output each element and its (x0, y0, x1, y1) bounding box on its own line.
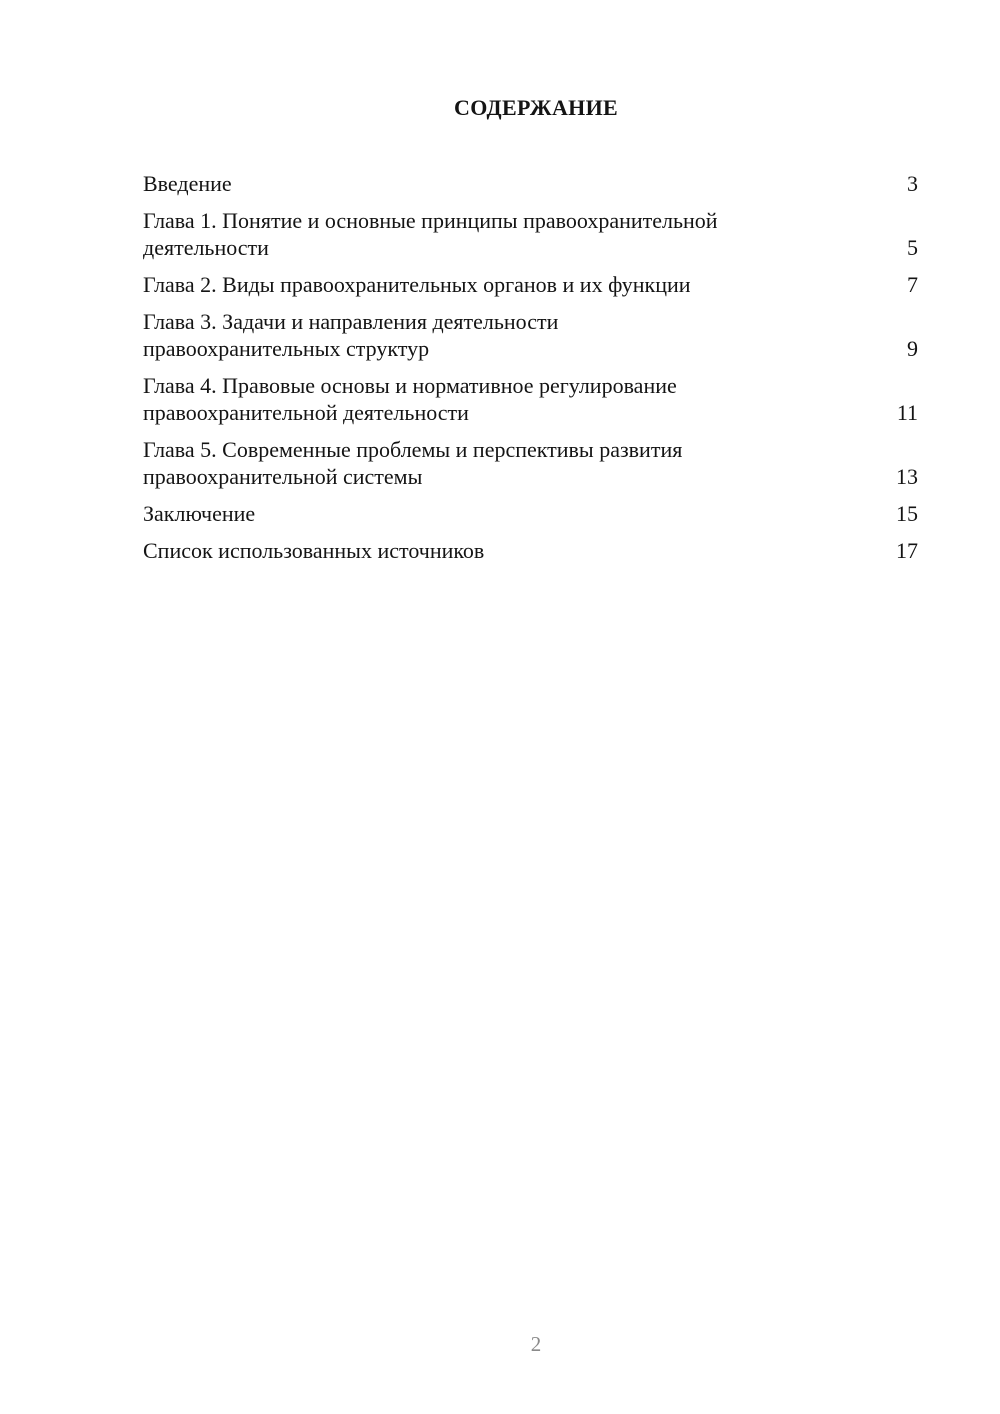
toc-entry-references (143, 537, 918, 564)
toc-entry-title (143, 308, 907, 362)
toc-entry-title (143, 372, 897, 426)
toc-entry-page: 3 (907, 171, 918, 196)
toc-entry-page: 5 (907, 235, 918, 260)
toc-entry-title (143, 271, 907, 298)
table-of-contents (143, 170, 918, 574)
toc-entry-title (143, 436, 896, 490)
toc-entry-chapter-1 (143, 207, 918, 261)
toc-entry-page: 13 (896, 464, 918, 489)
toc-entry-introduction (143, 170, 918, 197)
toc-entry-line: Глава 5. Современные проблемы и перспективы развития (143, 437, 683, 462)
toc-entry-line: правоохранительной деятельности (143, 400, 469, 425)
toc-entry-conclusion (143, 500, 918, 527)
toc-entry-chapter-5 (143, 436, 918, 490)
toc-entry-page: 11 (896, 400, 918, 425)
toc-entry-line: Глава 2. Виды правоохранительных органов и их функции (143, 272, 691, 297)
toc-entry-line: Список использованных источников (143, 538, 485, 563)
page-title: СОДЕРЖАНИЕ (454, 95, 618, 120)
toc-entry-page: 15 (896, 501, 918, 526)
toc-entry-line: правоохранительных структур (143, 336, 430, 361)
toc-entry-chapter-4 (143, 372, 918, 426)
page-number: 2 (530, 1332, 542, 1356)
toc-entry-title (143, 207, 907, 261)
toc-entry-title (143, 170, 907, 197)
toc-entry-line: правоохранительной системы (143, 464, 423, 489)
toc-entry-chapter-3 (143, 308, 918, 362)
toc-entry-page: 7 (907, 272, 918, 297)
toc-entry-line: Глава 3. Задачи и направления деятельности (143, 309, 559, 334)
toc-entry-line: Глава 1. Понятие и основные принципы правоохранительной (143, 208, 718, 233)
toc-entry-line: Глава 4. Правовые основы и нормативное регулирование (143, 373, 677, 398)
toc-entry-line: Введение (143, 171, 232, 196)
toc-entry-title (143, 537, 896, 564)
toc-entry-title (143, 500, 896, 527)
toc-entry-page: 17 (896, 538, 918, 563)
toc-entry-chapter-2 (143, 271, 918, 298)
toc-entry-line: деятельности (143, 235, 269, 260)
toc-entry-line: Заключение (143, 501, 256, 526)
toc-entry-page: 9 (907, 336, 918, 361)
